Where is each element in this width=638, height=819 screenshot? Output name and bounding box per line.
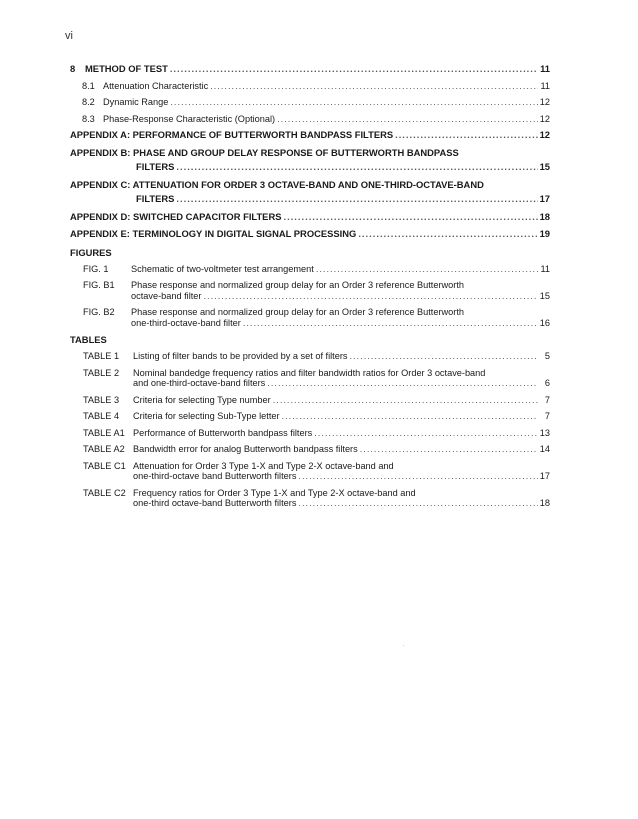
toc-entry-table-4[interactable] bbox=[83, 411, 550, 422]
toc-entry-table-a1[interactable] bbox=[83, 428, 550, 439]
dot-leader bbox=[243, 318, 538, 329]
table-caption: Performance of Butterworth bandpass filters bbox=[133, 427, 313, 438]
subsection-number: 8.1 bbox=[82, 80, 95, 91]
dot-leader bbox=[210, 81, 538, 92]
dot-leader bbox=[360, 444, 538, 455]
tables-heading: TABLES bbox=[70, 334, 107, 345]
table-caption: Nominal bandedge frequency ratios and filter bandwidth ratios for Order 3 octave-band bbox=[133, 367, 486, 378]
table-caption: Criteria for selecting Type number bbox=[133, 394, 271, 405]
dot-leader bbox=[316, 264, 538, 275]
dot-leader bbox=[395, 130, 537, 141]
page-ref: 15 bbox=[539, 290, 550, 301]
toc-entry-appendix-d[interactable] bbox=[70, 212, 550, 223]
table-label: TABLE A2 bbox=[83, 444, 125, 454]
dot-leader bbox=[176, 162, 537, 173]
dot-leader bbox=[170, 97, 537, 108]
appendix-title: APPENDIX B: PHASE AND GROUP DELAY RESPONSE OF BUTTERWORTH BANDPASS bbox=[70, 146, 459, 158]
toc-entry-appendix-b[interactable] bbox=[70, 148, 550, 173]
appendix-title-continued: FILTERS bbox=[136, 193, 175, 204]
toc-entry-section-8[interactable] bbox=[70, 64, 550, 75]
dot-leader bbox=[273, 395, 538, 406]
page-ref: 11 bbox=[540, 63, 550, 74]
page-ref: 15 bbox=[539, 161, 550, 172]
table-caption: Attenuation for Order 3 Type 1-X and Type 2-X octave-band and bbox=[133, 460, 394, 471]
page-ref: 5 bbox=[544, 351, 550, 361]
toc-entry-table-3[interactable] bbox=[83, 395, 550, 406]
page-ref: 11 bbox=[540, 263, 550, 274]
table-caption: Criteria for selecting Sub-Type letter bbox=[133, 411, 280, 421]
toc-entry-8-1[interactable] bbox=[82, 81, 550, 92]
page-ref: 14 bbox=[539, 444, 550, 454]
dot-leader bbox=[298, 471, 537, 482]
page-ref: 18 bbox=[539, 210, 550, 222]
table-label: TABLE 2 bbox=[83, 367, 120, 378]
toc-entry-8-3[interactable] bbox=[82, 114, 550, 125]
appendix-title: APPENDIX E: TERMINOLOGY IN DIGITAL SIGNAL PROCESSING bbox=[70, 228, 357, 239]
table-caption: Frequency ratios for Order 3 Type 1-X and Type 2-X octave-band and bbox=[133, 487, 416, 498]
page-ref: 6 bbox=[544, 378, 550, 388]
table-of-contents bbox=[70, 64, 550, 515]
toc-entry-table-a2[interactable] bbox=[83, 444, 550, 455]
dot-leader bbox=[170, 64, 538, 75]
dot-leader bbox=[314, 428, 538, 439]
section-number: 8 bbox=[70, 63, 76, 74]
page-ref: 13 bbox=[539, 427, 550, 438]
page-ref: 7 bbox=[544, 411, 550, 421]
dot-leader bbox=[350, 351, 539, 362]
figure-caption: Schematic of two-voltmeter test arrangement bbox=[131, 263, 314, 274]
scan-speck: · bbox=[402, 641, 405, 650]
page-ref: 12 bbox=[539, 97, 550, 107]
page-ref: 19 bbox=[539, 228, 550, 239]
appendix-title-continued: FILTERS bbox=[136, 161, 175, 172]
toc-entry-appendix-a[interactable] bbox=[70, 130, 550, 141]
section-title: METHOD OF TEST bbox=[85, 63, 168, 74]
table-label: TABLE C2 bbox=[83, 487, 126, 498]
table-caption-continued: one-third octave-band Butterworth filters bbox=[133, 498, 297, 508]
table-label: TABLE 4 bbox=[83, 411, 120, 421]
subsection-title: Attenuation Characteristic bbox=[103, 80, 209, 91]
toc-entry-table-c2[interactable] bbox=[83, 488, 550, 509]
appendix-title: APPENDIX A: PERFORMANCE OF BUTTERWORTH BANDPASS FILTERS bbox=[70, 129, 394, 140]
toc-entry-table-2[interactable] bbox=[83, 368, 550, 389]
subsection-number: 8.2 bbox=[82, 97, 95, 107]
table-label: TABLE 3 bbox=[83, 394, 120, 405]
page-ref: 18 bbox=[539, 498, 550, 508]
toc-entry-fig-b2[interactable] bbox=[83, 307, 550, 328]
figure-label: FIG. B1 bbox=[83, 280, 115, 290]
figure-caption: Phase response and normalized group delay for an Order 3 reference Butterworth bbox=[131, 280, 464, 290]
page-ref: 17 bbox=[539, 193, 550, 204]
table-caption: Listing of filter bands to be provided by a set of filters bbox=[133, 351, 348, 361]
subsection-number: 8.3 bbox=[82, 113, 95, 124]
page-ref: 7 bbox=[544, 394, 550, 405]
dot-leader bbox=[282, 411, 538, 422]
toc-entry-appendix-e[interactable] bbox=[70, 229, 550, 240]
figure-label: FIG. B2 bbox=[83, 307, 115, 317]
table-label: TABLE 1 bbox=[83, 351, 120, 361]
dot-leader bbox=[277, 114, 538, 125]
page-number: vi bbox=[65, 30, 73, 42]
page-ref: 16 bbox=[539, 317, 550, 328]
subsection-title: Dynamic Range bbox=[103, 97, 169, 107]
figures-heading: FIGURES bbox=[70, 246, 112, 258]
page-ref: 11 bbox=[540, 80, 550, 91]
figure-caption-continued: one-third-octave-band filter bbox=[131, 317, 241, 328]
toc-entry-table-c1[interactable] bbox=[83, 461, 550, 482]
appendix-title: APPENDIX C: ATTENUATION FOR ORDER 3 OCTAVE-BAND AND ONE-THIRD-OCTAVE-BAND bbox=[70, 178, 484, 190]
toc-entry-fig-b1[interactable] bbox=[83, 280, 550, 301]
dot-leader bbox=[283, 212, 537, 223]
appendix-title: APPENDIX D: SWITCHED CAPACITOR FILTERS bbox=[70, 210, 282, 222]
dot-leader bbox=[298, 498, 537, 509]
table-label: TABLE C1 bbox=[83, 460, 126, 471]
subsection-title: Phase-Response Characteristic (Optional) bbox=[103, 113, 276, 124]
figure-caption-continued: octave-band filter bbox=[131, 290, 202, 301]
toc-entry-table-1[interactable] bbox=[83, 351, 550, 362]
page-ref: 12 bbox=[539, 113, 550, 124]
dot-leader bbox=[203, 291, 537, 302]
dot-leader bbox=[358, 229, 537, 240]
toc-entry-fig-1[interactable] bbox=[83, 264, 550, 275]
figure-label: FIG. 1 bbox=[83, 263, 109, 274]
toc-entry-8-2[interactable] bbox=[82, 97, 550, 108]
table-label: TABLE A1 bbox=[83, 427, 125, 438]
toc-entry-appendix-c[interactable] bbox=[70, 180, 550, 205]
table-caption-continued: and one-third-octave-band filters bbox=[133, 378, 266, 388]
table-caption-continued: one-third-octave band Butterworth filters bbox=[133, 471, 297, 481]
figure-caption: Phase response and normalized group delay for an Order 3 reference Butterworth bbox=[131, 307, 464, 317]
dot-leader bbox=[267, 378, 538, 389]
page-ref: 12 bbox=[539, 129, 550, 140]
table-caption: Bandwidth error for analog Butterworth bandpass filters bbox=[133, 444, 358, 454]
page-ref: 17 bbox=[539, 471, 550, 481]
dot-leader bbox=[176, 194, 537, 205]
